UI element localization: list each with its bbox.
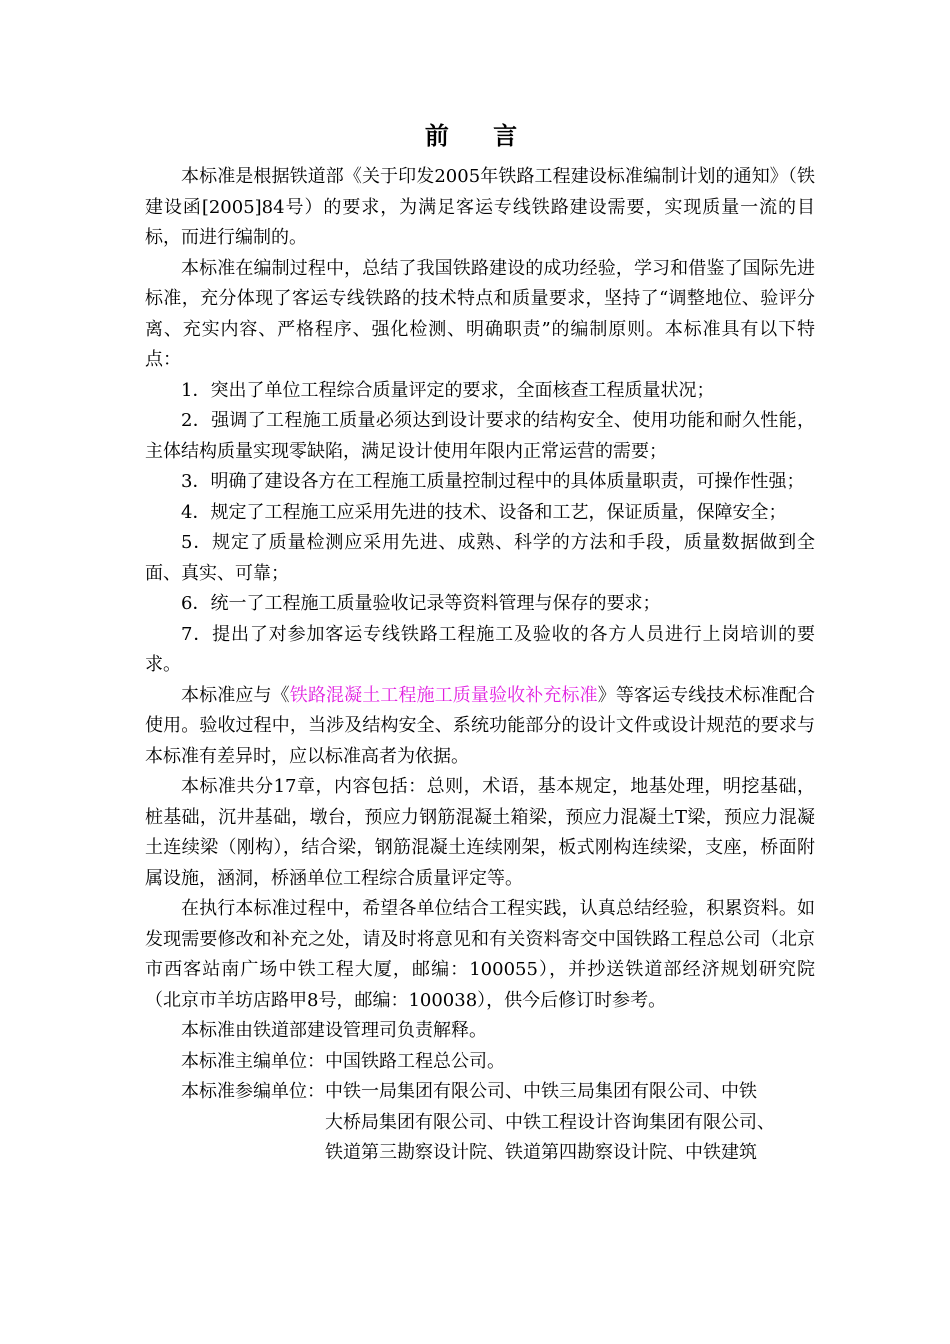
- participants-line: 铁道第三勘察设计院、铁道第四勘察设计院、中铁建筑: [325, 1142, 757, 1163]
- list-item: 4．规定了工程施工应采用先进的技术、设备和工艺，保证质量，保障安全；: [181, 501, 787, 523]
- participants-list: [325, 1077, 815, 1169]
- participants-line: 大桥局集团有限公司、中铁工程设计咨询集团有限公司、: [325, 1111, 775, 1133]
- list-item: 2．强调了工程施工质量必须达到设计要求的结构安全、使用功能和耐久性能，主体结构质量实现零缺陷，满足设计使用年限内正常运营的需要；: [145, 410, 815, 462]
- paragraph: 本标准在编制过程中，总结了我国铁路建设的成功经验，学习和借鉴了国际先进标准，充分体现了客运专线铁路的技术特点和质量要求，坚持了“调整地位、验评分离、充实内容、严格程序、强化检测、明确职责”的编制原则。本标准具有以下特点：: [145, 257, 815, 370]
- reference-paragraph: [145, 681, 815, 773]
- standard-link[interactable]: 铁路混凝土工程施工质量验收补充标准: [289, 684, 598, 706]
- participants-label: 本标准参编单位：: [181, 1081, 325, 1102]
- list-item: 1．突出了单位工程综合质量评定的要求，全面核查工程质量状况；: [181, 379, 715, 401]
- paragraph: 在执行本标准过程中，希望各单位结合工程实践，认真总结经验，积累资料。如发现需要修改和补充之处，请及时将意见和有关资料寄交中国铁路工程总公司（北京市西客站南广场中铁工程大厦，邮编：100055），并抄送铁道部经济规划研究院（北京市羊坊店路甲8号，邮编：100038），供今后修订时参考。: [145, 898, 815, 1011]
- list-item: 7．提出了对参加客运专线铁路工程施工及验收的各方人员进行上岗培训的要求。: [145, 623, 815, 675]
- reference-prefix: 本标准应与《: [181, 684, 290, 706]
- list-item: 5．规定了质量检测应采用先进、成熟、科学的方法和手段，质量数据做到全面、真实、可靠；: [145, 532, 815, 584]
- reference-suffix: 》等客运专线技术标准配合使用。验收过程中，当涉及结构安全、系统功能部分的设计文件或设计规范的要求与本标准有差异时，应以标准高者为依据。: [145, 684, 816, 767]
- paragraph: 本标准由铁道部建设管理司负责解释。: [181, 1020, 487, 1041]
- document-page: [145, 118, 815, 1169]
- list-item: 6．统一了工程施工质量验收记录等资料管理与保存的要求；: [181, 593, 661, 614]
- page-title: 前 言: [424, 121, 536, 150]
- paragraph: 本标准共分17章，内容包括：总则，术语，基本规定，地基处理，明挖基础，桩基础，沉井基础，墩台，预应力钢筋混凝土箱梁，预应力混凝土T梁，预应力混凝土连续梁（刚构），结合梁，钢筋混凝土连续刚架，板式刚构连续梁，支座，桥面附属设施，涵洞，桥涵单位工程综合质量评定等。: [145, 776, 815, 889]
- paragraph: 本标准主编单位：中国铁路工程总公司。: [181, 1050, 505, 1072]
- paragraph: 本标准是根据铁道部《关于印发2005年铁路工程建设标准编制计划的通知》（铁建设函[2005]84号）的要求，为满足客运专线铁路建设需要，实现质量一流的目标，而进行编制的。: [145, 166, 815, 248]
- participating-units: [145, 1077, 815, 1169]
- list-item: 3．明确了建设各方在工程施工质量控制过程中的具体质量职责，可操作性强；: [181, 471, 805, 492]
- participants-line: 中铁一局集团有限公司、中铁三局集团有限公司、中铁: [325, 1081, 757, 1102]
